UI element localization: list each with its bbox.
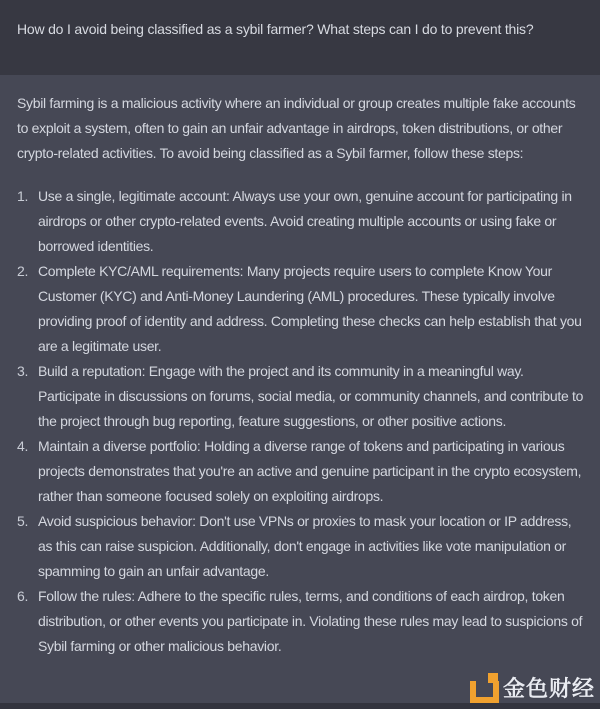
user-message [0, 0, 600, 75]
list-item [17, 584, 588, 659]
list-item-number: 3. [17, 363, 29, 379]
list-item-text: Maintain a diverse portfolio: Holding a diverse range of tokens and participating in various projects demonstrates that you're an active and genuine participant in the crypto ecosystem, rather than someone focused solely on exploiting airdrops. [38, 438, 582, 504]
list-item [17, 359, 588, 434]
list-item [17, 434, 588, 509]
assistant-intro-paragraph: Sybil farming is a malicious activity where an individual or group creates multiple fake accounts to exploit a system, often to gain an unfair advantage in airdrops, token distributions, or other crypto-related activities. To avoid being classified as a Sybil farmer, follow these steps: [17, 95, 576, 161]
list-item [17, 184, 588, 259]
watermark-brand-text: 金色财经 [502, 676, 595, 701]
list-item-number: 1. [17, 188, 29, 204]
jinse-finance-logo-icon [470, 673, 500, 704]
list-item-number: 5. [17, 513, 29, 529]
list-item [17, 509, 588, 584]
list-item-text: Complete KYC/AML requirements: Many projects require users to complete Know Your Customer (KYC) and Anti-Money Laundering (AML) procedures. These typically involve providing proof of identity and address. Completing these checks can help establish that you are a legitimate user. [38, 263, 582, 354]
user-message-text: How do I avoid being classified as a sybil farmer? What steps can I do to prevent this? [17, 21, 534, 37]
assistant-message [0, 75, 600, 659]
list-item-number: 4. [17, 438, 29, 454]
steps-list [17, 184, 588, 659]
jinse-finance-watermark [470, 673, 595, 704]
list-item-number: 6. [17, 588, 29, 604]
list-item-text: Build a reputation: Engage with the project and its community in a meaningful way. Participate in discussions on forums, social media, or community channels, and contribute to the project through bug reporting, feature suggestions, or other positive actions. [38, 363, 584, 429]
list-item-number: 2. [17, 263, 29, 279]
list-item-text: Avoid suspicious behavior: Don't use VPNs or proxies to mask your location or IP address, as this can raise suspicion. Additionally, don't engage in activities like vote manipulation or spamming to gain an unfair advantage. [38, 513, 572, 579]
logo-bracket-shape [470, 681, 499, 703]
list-item-text: Use a single, legitimate account: Always use your own, genuine account for participating in airdrops or other crypto-related events. Avoid creating multiple accounts or using fake or borrowed identities. [38, 188, 572, 254]
list-item [17, 259, 588, 359]
list-item-text: Follow the rules: Adhere to the specific rules, terms, and conditions of each airdrop, token distribution, or other events you participate in. Violating these rules may lead to suspicions of Sybil farming or other malicious behavior. [38, 588, 583, 654]
